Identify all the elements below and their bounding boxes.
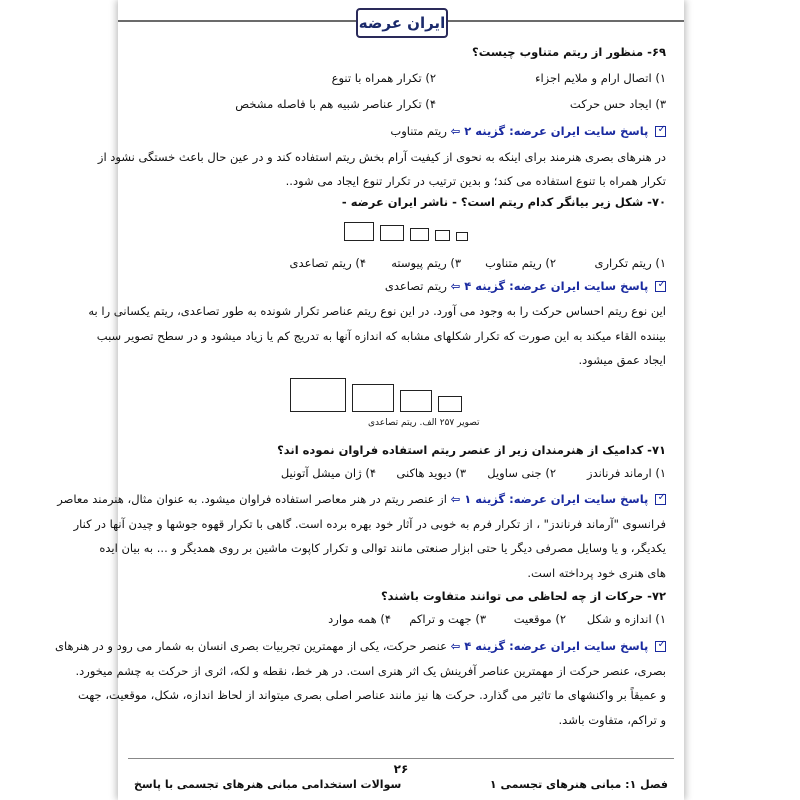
q72-option-4: ۴) همه موارد xyxy=(328,612,391,626)
q69-explanation-2: تکرار همراه با تنوع استفاده می کند؛ و بدین ترتیب در تکرار تنوع ایجاد می شود.. xyxy=(285,174,666,188)
footer-chapter: فصل ۱: مبانی هنرهای تجسمی ۱ xyxy=(489,778,668,791)
q70-answer-rest: ریتم تصاعدی xyxy=(384,279,447,293)
q70-explanation-2: بیننده القاء میکند به این صورت که تکرار شکلهای مشابه که اندازه آنها به تدریج کم یا زیاد میشود و در سطح تصویر سبب xyxy=(96,329,666,343)
q71-answer-label: پاسخ سایت ایران عرضه: گزینه ۱ ⇦ xyxy=(450,492,649,506)
q69-answer-rest: ریتم متناوب xyxy=(390,124,447,138)
check-icon xyxy=(655,494,666,505)
q69-explanation-1: در هنرهای بصری هنرمند برای اینکه به نحوی از کیفیت آرام بخش ریتم استفاده کند و در عین حال باعث خستگی نشود از xyxy=(97,150,666,164)
document-page xyxy=(54,0,684,800)
q71-option-4: ۴) ژان میشل آتونیل xyxy=(280,466,376,480)
q72-explanation-1: بصری، عنصر حرکت از مهمترین عناصر آفرینش یک اثر هنری است. در هر خط، نقطه و لکه، اثری از حرکت به چشم میخورد. xyxy=(75,664,666,678)
q70-option-3: ۳) ریتم پیوسته xyxy=(391,256,461,270)
q71-explanation-1: فرانسوی "آرماند فرناندز" ، از تکرار فرم به خوبی در آثار خود بهره برده است. گاهی با تکرار قهوه جوشها و چیدن آنها در کنار xyxy=(73,517,666,531)
page-number: ۲۶ xyxy=(393,762,409,776)
footer-book-title: سوالات استخدامی مبانی هنرهای تجسمی با پاسخ xyxy=(134,778,402,791)
q69-option-3: ۳) ایجاد حس حرکت xyxy=(569,97,666,111)
shape-rect-1 xyxy=(344,222,374,241)
q69-answer xyxy=(136,123,666,139)
q69-option-2: ۲) تکرار همراه با تنوع xyxy=(331,71,436,85)
figure-rect-4 xyxy=(438,396,462,412)
q72-option-3: ۳) جهت و تراکم xyxy=(409,612,486,626)
brand-logo xyxy=(356,8,448,38)
q71-explanation-2: یکدیگر، و یا وسایل مصرفی دیگر یا حتی ابزار صنعتی مانند توالی و تکرار کاپوت ماشین بر روی همدیگر و ... به بیان ایده xyxy=(99,541,666,555)
q72-option-2: ۲) موقعیت xyxy=(513,612,566,626)
q70-figure-large xyxy=(290,378,462,412)
q71-answer-rest: از عنصر ریتم در هنر معاصر استفاده فراوان میشود. به عنوان مثال، هنرمند معاصر xyxy=(57,492,447,506)
footer-rule xyxy=(128,758,674,759)
q70-option-2: ۲) ریتم متناوب xyxy=(485,256,556,270)
figure-caption: تصویر ۲۵۷ الف. ریتم تصاعدی xyxy=(368,418,480,428)
q72-answer-rest: عنصر حرکت، یکی از مهمترین تجربیات بصری انسان به شمار می رود و در هنرهای xyxy=(54,639,447,653)
shape-rect-3 xyxy=(410,228,429,241)
question-69: ۶۹- منظور از ریتم متناوب چیست؟ xyxy=(472,45,666,59)
q69-option-4: ۴) تکرار عناصر شبیه هم با فاصله مشخص xyxy=(235,97,436,111)
check-icon xyxy=(655,641,666,652)
figure-rect-1 xyxy=(290,378,346,412)
q72-explanation-3: و تراکم، متفاوت باشد. xyxy=(558,713,666,727)
check-icon xyxy=(655,126,666,137)
shape-rect-2 xyxy=(380,225,404,241)
figure-rect-2 xyxy=(352,384,394,412)
q70-explanation-1: این نوع ریتم احساس حرکت را به وجود می آورد. در این نوع ریتم عناصر تکرار شونده به طور تصاعدی، ریتم یکسانی را به xyxy=(88,304,666,318)
q71-option-1: ۱) ارماند فرناندز xyxy=(587,466,666,480)
q70-option-1: ۱) ریتم تکراری xyxy=(594,256,666,270)
figure-rect-3 xyxy=(400,390,432,412)
q71-explanation-3: های هنری خود پرداخته است. xyxy=(527,566,666,580)
q72-explanation-2: و عمیقاً بر واکنشهای ما تاثیر می گذارد. حرکت ها نیز مانند عناصر اصلی بصری میتواند از لحاظ اندازه، شکل، موقعیت، جهت xyxy=(77,688,666,702)
shape-rect-4 xyxy=(435,230,450,241)
q70-answer xyxy=(136,278,666,294)
q71-option-2: ۲) جنی ساویل xyxy=(487,466,556,480)
q70-figure xyxy=(344,222,468,241)
shape-rect-5 xyxy=(456,232,468,241)
q70-explanation-3: ایجاد عمق میشود. xyxy=(578,353,666,367)
q71-option-3: ۳) دیوید هاکنی xyxy=(396,466,466,480)
check-icon xyxy=(655,281,666,292)
q69-answer-label: پاسخ سایت ایران عرضه: گزینه ۲ ⇦ xyxy=(450,124,649,138)
q72-answer-label: پاسخ سایت ایران عرضه: گزینه ۴ ⇦ xyxy=(450,639,649,653)
q70-answer-label: پاسخ سایت ایران عرضه: گزینه ۴ ⇦ xyxy=(450,279,649,293)
q71-answer xyxy=(57,491,666,507)
question-72: ۷۲- حرکات از چه لحاظی می توانند متفاوت باشند؟ xyxy=(380,589,666,603)
question-71: ۷۱- کدامیک از هنرمندان زیر از عنصر ریتم استفاده فراوان نموده اند؟ xyxy=(277,443,666,457)
q69-option-1: ۱) اتصال ارام و ملایم اجزاء xyxy=(535,71,666,85)
q70-option-4: ۴) ریتم تصاعدی xyxy=(289,256,366,270)
q72-answer xyxy=(54,638,666,654)
question-70: ۷۰- شکل زیر بیانگر کدام ریتم است؟ - ناشر ایران عرضه - xyxy=(341,195,666,209)
q72-option-1: ۱) اندازه و شکل xyxy=(586,612,666,626)
logo-text: ایران عرضه xyxy=(358,14,446,32)
